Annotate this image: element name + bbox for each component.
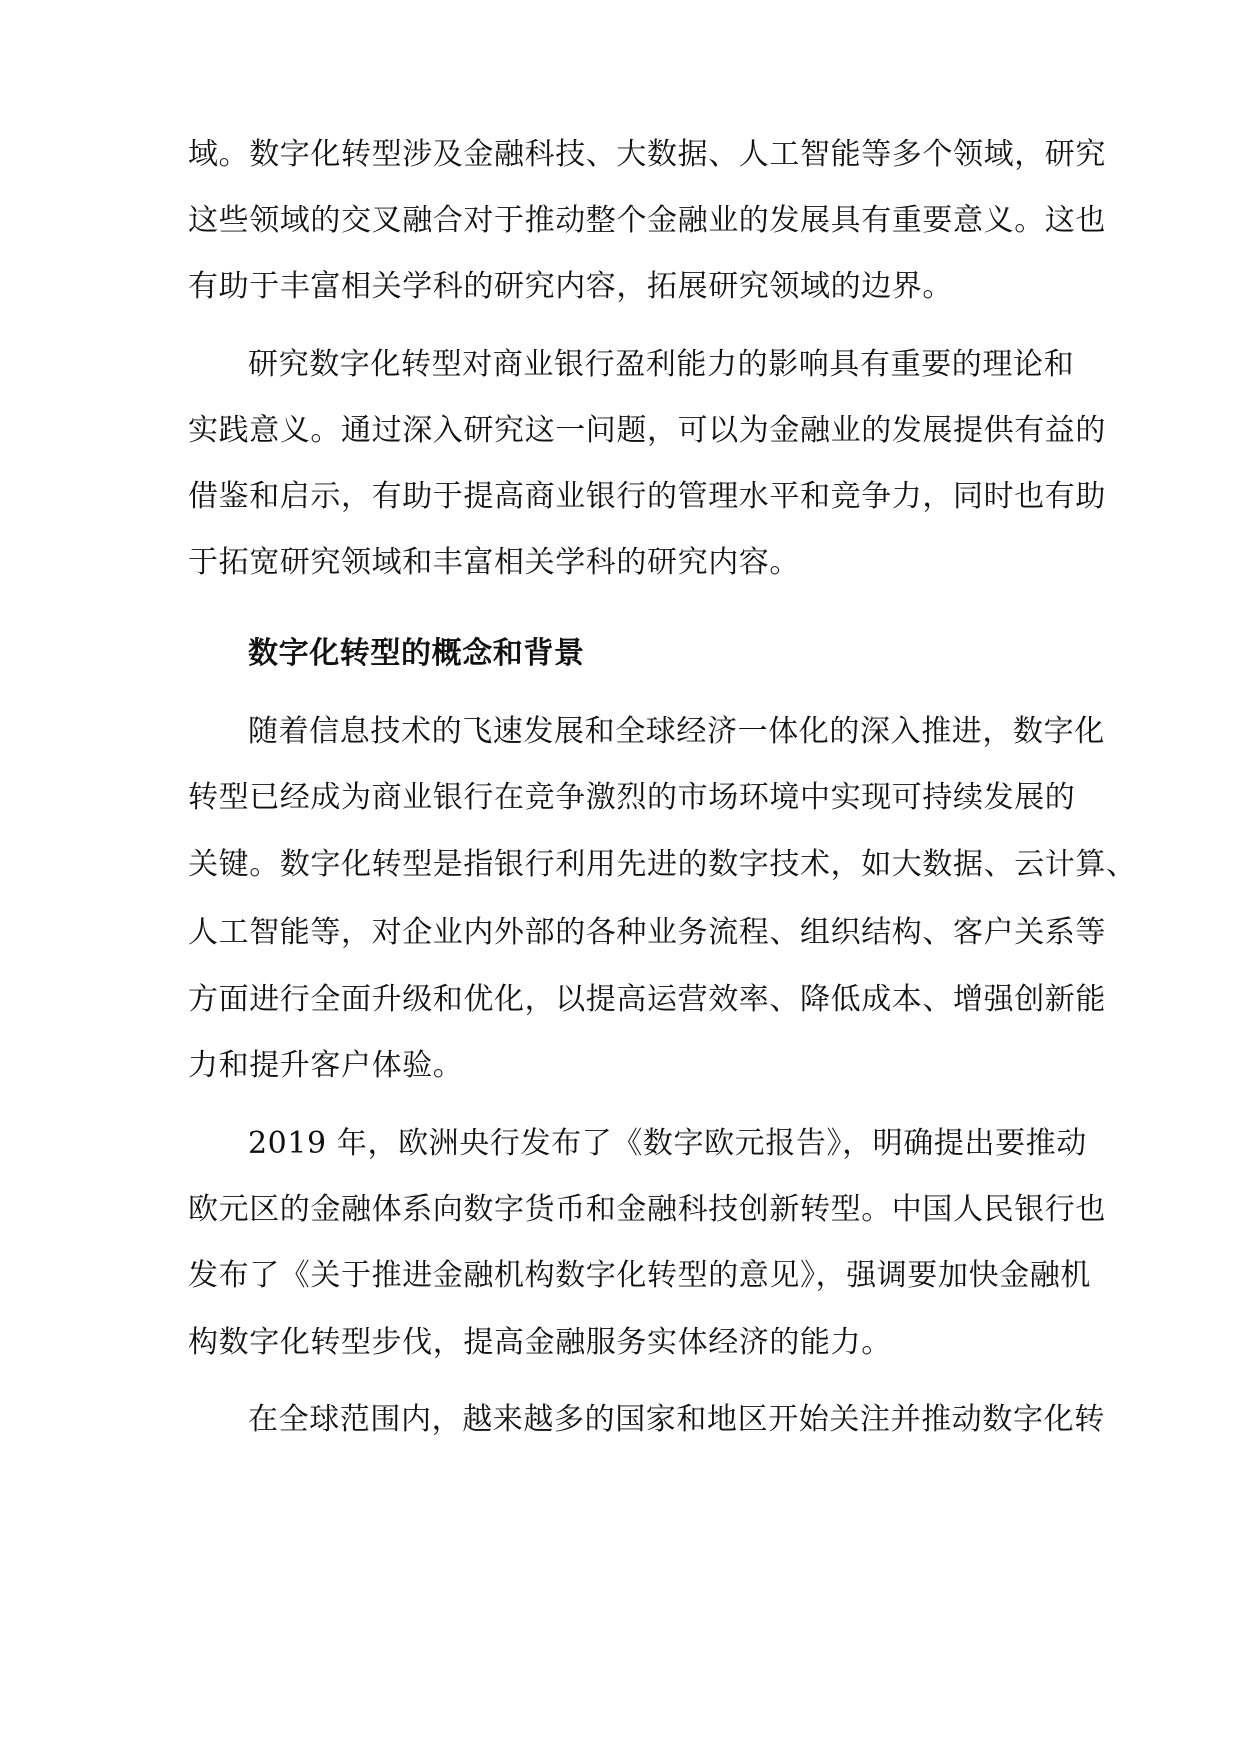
paragraph-line: 2019 年，欧洲央行发布了《数字欧元报告》，明确提出要推动	[248, 1126, 1087, 1161]
paragraph-line: 借鉴和启示，有助于提高商业银行的管理水平和竞争力，同时也有助	[188, 479, 1106, 514]
paragraph-line: 研究数字化转型对商业银行盈利能力的影响具有重要的理论和	[248, 347, 1075, 382]
paragraph-line: 这些领域的交叉融合对于推动整个金融业的发展具有重要意义。这也	[188, 203, 1106, 238]
paragraph-line: 于拓宽研究领域和丰富相关学科的研究内容。	[188, 545, 800, 580]
section-heading: 数字化转型的概念和背景	[248, 636, 585, 671]
paragraph-line: 转型已经成为商业银行在竞争激烈的市场环境中实现可持续发展的	[188, 780, 1076, 815]
paragraph-line: 域。数字化转型涉及金融科技、大数据、人工智能等多个领域，研究	[188, 137, 1106, 172]
paragraph-line: 构数字化转型步伐，提高金融服务实体经济的能力。	[188, 1325, 892, 1360]
paragraph-line: 发布了《关于推进金融机构数字化转型的意见》，强调要加快金融机	[188, 1258, 1091, 1293]
paragraph-line: 在全球范围内，越来越多的国家和地区开始关注并推动数字化转	[248, 1402, 1105, 1437]
paragraph-line: 人工智能等，对企业内外部的各种业务流程、组织结构、客户关系等	[188, 915, 1106, 950]
paragraph-line: 力和提升客户体验。	[188, 1048, 464, 1083]
paragraph-line: 关键。数字化转型是指银行利用先进的数字技术，如大数据、云计算、	[188, 847, 1137, 882]
paragraph-line: 实践意义。通过深入研究这一问题，可以为金融业的发展提供有益的	[188, 413, 1106, 448]
paragraph-line: 欧元区的金融体系向数字货币和金融科技创新转型。中国人民银行也	[188, 1192, 1106, 1227]
paragraph-line: 有助于丰富相关学科的研究内容，拓展研究领域的边界。	[188, 269, 953, 304]
paragraph-line: 随着信息技术的飞速发展和全球经济一体化的深入推进，数字化	[248, 714, 1105, 749]
paragraph-line: 方面进行全面升级和优化，以提高运营效率、降低成本、增强创新能	[188, 982, 1106, 1017]
